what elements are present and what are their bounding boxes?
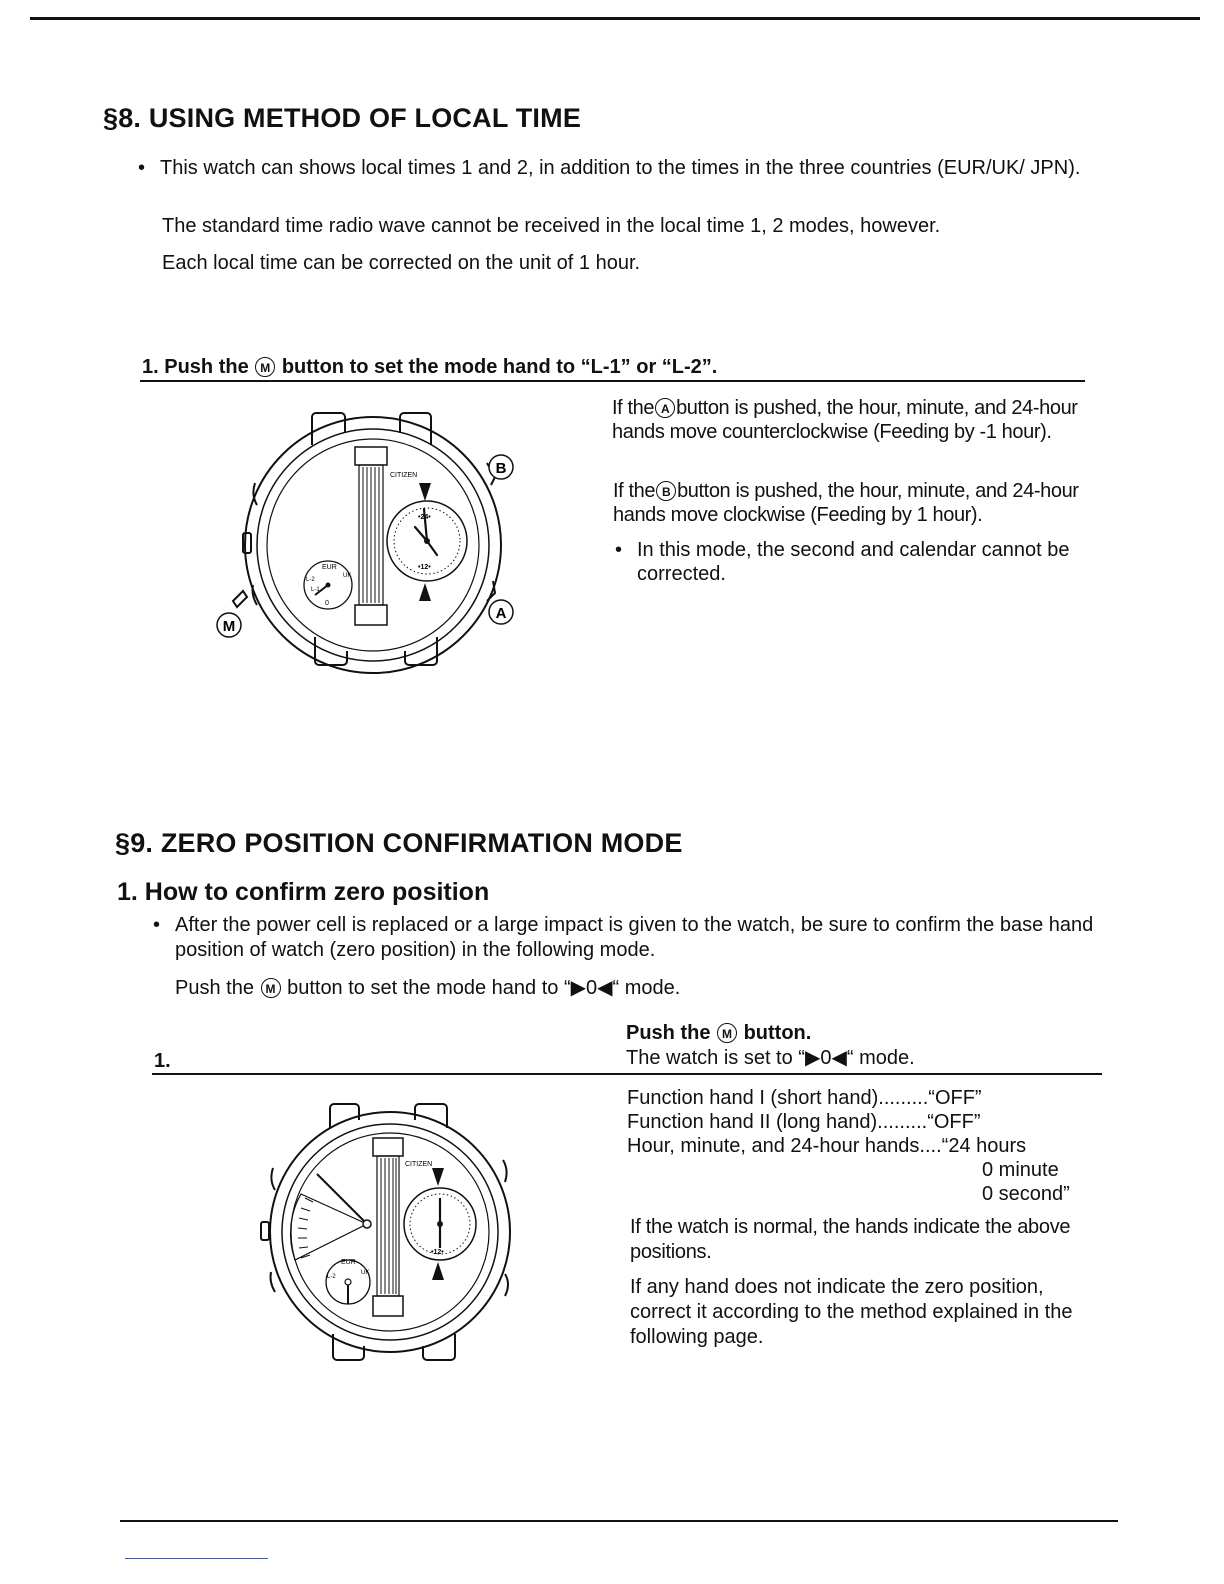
a-text-a: If the bbox=[612, 397, 655, 419]
lug-bottom-right bbox=[423, 1334, 455, 1360]
bottom-rule bbox=[120, 1520, 1118, 1522]
dial-12-label: •12• bbox=[418, 564, 431, 571]
zero-label: 0 bbox=[325, 600, 329, 607]
step-text-a: Push the bbox=[164, 356, 249, 378]
m-button-callout-label: M bbox=[222, 618, 236, 635]
section-9-heading: §9. ZERO POSITION CONFIRMATION MODE bbox=[115, 828, 683, 858]
eur-label: EUR bbox=[341, 1259, 356, 1266]
center-bar-bottom bbox=[355, 605, 387, 625]
title-text-a: Push the bbox=[626, 1022, 711, 1044]
section-9-push-instruction bbox=[175, 976, 1105, 1001]
step-number: 1. bbox=[142, 356, 159, 378]
section-8-intro-bullet: • This watch can shows local times 1 and 2, in addition to the times in the three countries (EUR/UK/ JPN). bbox=[160, 156, 1090, 181]
correct-hands-text: If any hand does not indicate the zero position, correct it according to the method explained in the following page. bbox=[630, 1276, 1073, 1348]
watch-dial bbox=[291, 1133, 489, 1331]
function-continuation: 0 second” bbox=[982, 1183, 1070, 1205]
brand-label: CITIZEN bbox=[390, 472, 418, 479]
brand-label: CITIZEN bbox=[405, 1161, 433, 1168]
watch-diagram-zero-position bbox=[255, 1098, 525, 1368]
a-button-description bbox=[612, 396, 1092, 444]
m-button-icon: M bbox=[261, 978, 281, 998]
center-bar-bottom bbox=[373, 1296, 403, 1316]
function-hand-list bbox=[627, 1086, 1087, 1206]
side-button-lower-right bbox=[487, 581, 495, 601]
top-rule bbox=[30, 17, 1200, 20]
m-button-pusher bbox=[233, 591, 247, 607]
section-9-step-1-underline bbox=[152, 1073, 1102, 1075]
dial-12-label: •12• bbox=[431, 1249, 444, 1256]
title-text-b: button. bbox=[743, 1022, 812, 1044]
section-8-heading: §8. USING METHOD OF LOCAL TIME bbox=[103, 103, 582, 133]
section-9-step-1-number: 1. bbox=[154, 1050, 171, 1072]
blue-rule bbox=[125, 1558, 268, 1559]
section-9-step-1-title bbox=[626, 1022, 811, 1045]
m-button-icon: M bbox=[255, 357, 275, 377]
b-button-description bbox=[613, 479, 1093, 527]
b-button-icon: B bbox=[656, 481, 676, 501]
subtitle-text-a: The watch is set to “ bbox=[626, 1047, 805, 1069]
function-row: Hour, minute, and 24-hour hands .... “24 hours bbox=[627, 1135, 1027, 1157]
center-bar-top bbox=[355, 447, 387, 465]
m-button-icon: M bbox=[717, 1023, 737, 1043]
section-8-intro-line3: Each local time can be corrected on the unit of 1 hour. bbox=[162, 252, 641, 274]
step-text-b: button to set the mode hand to “L-1” or “L-2”. bbox=[281, 356, 718, 378]
watch-bezel bbox=[257, 429, 489, 661]
zero-mode-symbol: ▶0◀ bbox=[804, 1047, 847, 1069]
push-text-b: button to set the mode hand to “ bbox=[287, 977, 571, 999]
a-text-b: button is pushed, the hour, minute, and 24-hour hands move counterclockwise (Feeding by -1 hour). bbox=[612, 397, 1078, 443]
push-text-c: “ mode. bbox=[612, 977, 681, 999]
normal-hands-text: If the watch is normal, the hands indicate the above positions. bbox=[630, 1216, 1071, 1263]
section-8-step-1-title bbox=[142, 356, 717, 379]
section-8-intro-line2: The standard time radio wave cannot be received in the local time 1, 2 modes, however. bbox=[162, 215, 941, 237]
section-8-step-1-underline bbox=[140, 380, 1085, 382]
b-button-callout-label: B bbox=[495, 460, 507, 477]
watch-case bbox=[245, 417, 501, 673]
section-9-bullet: • After the power cell is replaced or a large impact is given to the watch, be sure to confirm the base hand position of watch (zero position) in the following mode. bbox=[175, 913, 1105, 963]
center-bar-top bbox=[373, 1138, 403, 1156]
crown-left bbox=[261, 1222, 269, 1240]
section-9-subheading: 1. How to confirm zero position bbox=[117, 878, 490, 906]
calendar-note: • In this mode, the second and calendar cannot be corrected. bbox=[637, 538, 1097, 586]
a-button-callout-label: A bbox=[495, 605, 507, 622]
lug-top-left bbox=[330, 1104, 359, 1128]
l1-label: L-1 bbox=[311, 587, 320, 593]
subtitle-text-b: “ mode. bbox=[846, 1047, 915, 1069]
eur-label: EUR bbox=[322, 564, 337, 571]
push-text-a: Push the bbox=[175, 977, 254, 999]
side-button-upper-left bbox=[271, 1168, 275, 1190]
l2-label: L-2 bbox=[306, 577, 315, 583]
side-button-lower-right bbox=[505, 1274, 508, 1296]
a-button-icon: A bbox=[655, 398, 675, 418]
watch-diagram-local-time bbox=[205, 405, 535, 675]
b-text-a: If the bbox=[613, 480, 656, 502]
dial-24-label: •24• bbox=[418, 514, 431, 521]
function-continuation: 0 minute bbox=[982, 1159, 1059, 1181]
uk-label: UK bbox=[343, 573, 352, 579]
zero-mode-symbol: ▶0◀ bbox=[570, 977, 613, 999]
side-button-lower-left bbox=[271, 1272, 276, 1292]
l2-label: L-2 bbox=[327, 1274, 336, 1280]
function-row: Function hand II (long hand) ......... “OFF” bbox=[627, 1111, 981, 1133]
section-9-step-1-subtitle bbox=[626, 1045, 915, 1070]
side-button-upper-right bbox=[503, 1160, 507, 1182]
function-scale-arc bbox=[291, 1194, 367, 1260]
function-row: Function hand I (short hand) ......... “OFF” bbox=[627, 1087, 982, 1109]
b-text-b: button is pushed, the hour, minute, and 24-hour hands move clockwise (Feeding by 1 hour). bbox=[613, 480, 1079, 526]
uk-label: UK bbox=[361, 1270, 370, 1276]
watch-dial bbox=[267, 439, 479, 651]
